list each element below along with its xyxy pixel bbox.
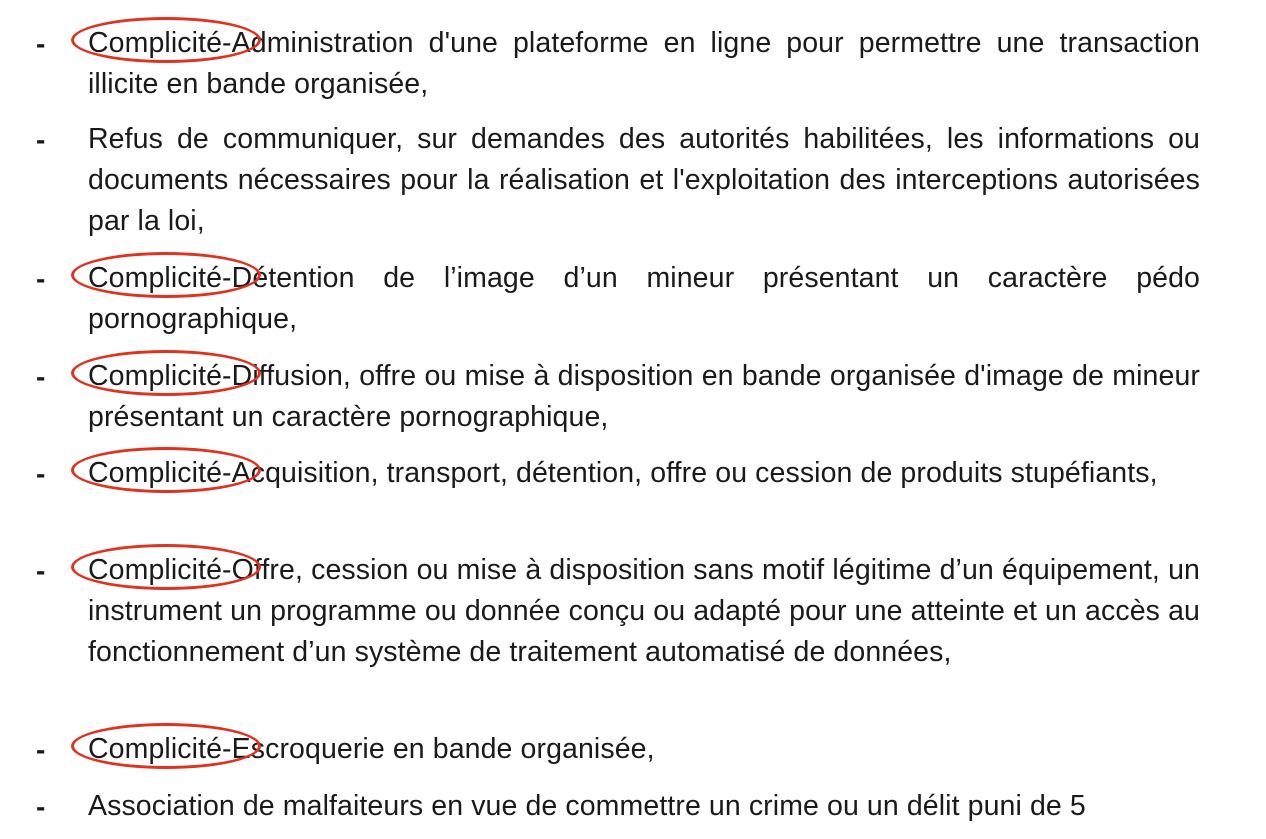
highlighted-term <box>88 23 222 64</box>
item-prefix: Complicité <box>88 262 223 294</box>
item-separator: - <box>222 733 232 765</box>
item-body: Escroquerie en bande organisée, <box>231 733 655 765</box>
bullet-dash: - <box>36 791 46 822</box>
item-separator: - <box>222 262 232 294</box>
bullet-dash: - <box>36 124 46 155</box>
item-body: Refus de communiquer, sur demandes des autorités habilitées, les informations ou documents nécessaires pour la réalisation et l'exploitation des interceptions autorisées par la loi, <box>88 123 1200 237</box>
item-body: Administration d'une plateforme en ligne pour permettre une transaction illicite en bande organisée, <box>88 27 1200 100</box>
bullet-dash: - <box>36 734 46 765</box>
list-item-text <box>88 550 1200 673</box>
list-item-text <box>88 258 1200 340</box>
highlighted-term <box>88 453 222 494</box>
item-prefix: Complicité <box>88 457 223 489</box>
bullet-dash: - <box>36 361 46 392</box>
bullet-dash: - <box>36 458 46 489</box>
item-prefix: Complicité <box>88 733 223 765</box>
item-separator: - <box>222 554 232 586</box>
item-body: Diffusion, offre ou mise à disposition en bande organisée d'image de mineur présentant un caractère pornographique, <box>88 360 1200 433</box>
bullet-dash: - <box>36 263 46 294</box>
highlighted-term <box>88 258 222 299</box>
item-prefix: Complicité <box>88 554 223 586</box>
list-item-text <box>88 356 1200 438</box>
item-prefix: Complicité <box>88 27 223 59</box>
list-item-text <box>88 729 1200 770</box>
item-separator: - <box>222 360 232 392</box>
list-item-text <box>88 453 1200 494</box>
list-item-text <box>88 23 1200 105</box>
highlighted-term <box>88 550 222 591</box>
item-body: Offre, cession ou mise à disposition sans motif légitime d’un équipement, un instrument un programme ou donnée conçu ou adapté pour une atteinte et un accès au fonctionnement d’un système de traitement automatisé de données, <box>88 554 1200 668</box>
item-separator: - <box>222 457 232 489</box>
list-item-text <box>88 119 1200 242</box>
item-body: Association de malfaiteurs en vue de commettre un crime ou un délit puni de 5 <box>88 790 1086 822</box>
item-separator: - <box>222 27 232 59</box>
highlighted-term <box>88 356 222 397</box>
highlighted-term <box>88 729 222 770</box>
bullet-dash: - <box>36 28 46 59</box>
item-body: Détention de l’image d’un mineur présentant un caractère pédo pornographique, <box>88 262 1200 335</box>
bullet-dash: - <box>36 555 46 586</box>
list-item-text <box>88 786 1200 827</box>
item-body: Acquisition, transport, détention, offre ou cession de produits stupéfiants, <box>231 457 1158 489</box>
item-prefix: Complicité <box>88 360 223 392</box>
